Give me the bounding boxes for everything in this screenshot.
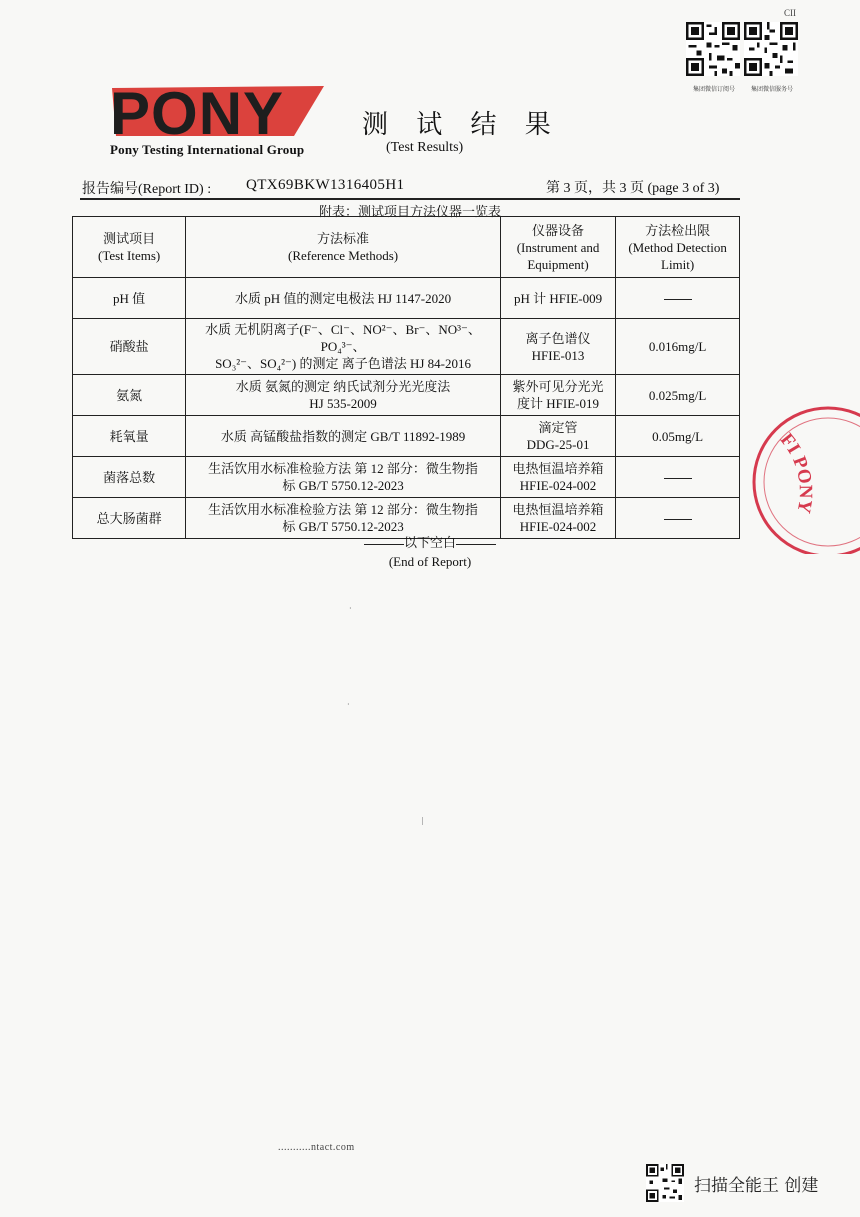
- test-item-cell: 耗氧量: [73, 416, 186, 457]
- header-divider: [80, 198, 740, 200]
- not-applicable-dash: [664, 519, 692, 520]
- instrument-cell: [500, 457, 615, 498]
- qr-code-icon: [686, 22, 740, 76]
- method-line: 水质 高锰酸盐指数的测定 GB/T 11892-1989: [220, 428, 466, 444]
- method-line: 生活饮用水标准检验方法 第 12 部分：微生物指: [208, 502, 478, 517]
- wechat-subscription-qr: [686, 22, 742, 93]
- method-line: 水质 氨氮的测定 纳氏试剂分光光度法: [235, 379, 451, 394]
- detection-limit-cell: 0.025mg/L: [616, 375, 740, 416]
- header-detection-limit: 方法检出限 (Method Detection Limit): [616, 217, 740, 278]
- method-cell: [186, 416, 501, 457]
- instrument-line: 电热恒温培养箱: [512, 502, 604, 517]
- qr-caption: 集团微信订阅号: [692, 86, 735, 93]
- method-line: 生活饮用水标准检验方法 第 12 部分：微生物指: [208, 461, 478, 476]
- method-line: 标 GB/T 5750.12-2023: [282, 478, 404, 493]
- instrument-line: HFIE-024-002: [519, 478, 597, 493]
- method-cell: [186, 457, 501, 498]
- header-test-items: 测试项目 (Test Items): [73, 217, 186, 278]
- table-row: [73, 457, 740, 498]
- detection-limit-cell: [616, 278, 740, 319]
- svg-text:FI PONY: [776, 430, 816, 516]
- test-item-cell: 菌落总数: [73, 457, 186, 498]
- report-id-label: 报告编号(Report ID) :: [82, 182, 212, 197]
- method-line: SO₃²⁻、SO₄²⁻) 的测定 离子色谱法 HJ 84-2016: [215, 356, 472, 371]
- method-cell: [186, 319, 501, 375]
- instrument-line: HFIE-024-002: [519, 519, 597, 534]
- scanner-label: 扫描全能王 创建: [694, 1175, 819, 1196]
- method-line: HJ 535-2009: [309, 396, 377, 411]
- table-row: [73, 375, 740, 416]
- method-line: 水质 pH 值的测定电极法 HJ 1147-2020: [234, 290, 452, 306]
- instrument-line: pH 计 HFIE-009: [513, 290, 603, 306]
- not-applicable-dash: [664, 299, 692, 300]
- scanner-watermark: [646, 1164, 818, 1202]
- method-cell: [186, 278, 501, 319]
- instrument-line: 离子色谱仪: [525, 330, 591, 346]
- instrument-cell: [500, 319, 615, 375]
- appendix-title: 附表：测试项目方法仪器一览表: [318, 204, 501, 219]
- table-row: [73, 416, 740, 457]
- company-seal: [738, 404, 860, 554]
- wechat-service-qr: [744, 22, 800, 93]
- report-id-value: QTX69BKW1316405H1: [246, 177, 405, 193]
- test-item-cell: pH 值: [73, 278, 186, 319]
- page-title-en: (Test Results): [386, 140, 464, 155]
- qr-caption: 集团微信服务号: [750, 86, 793, 93]
- test-methods-table: [72, 216, 740, 539]
- table-header-row: [73, 217, 740, 278]
- qr-code-icon: [646, 1164, 684, 1202]
- table-row: [73, 278, 740, 319]
- test-item-cell: 硝酸盐: [73, 319, 186, 375]
- footer-url: ...........ntact.com: [278, 1142, 355, 1153]
- detection-limit-cell: [616, 457, 740, 498]
- test-item-cell: 总大肠菌群: [73, 498, 186, 539]
- page-title: 测 试 结 果: [362, 110, 561, 140]
- method-line: 标 GB/T 5750.12-2023: [282, 519, 404, 534]
- not-applicable-dash: [664, 478, 692, 479]
- header-reference-methods: 方法标准 (Reference Methods): [186, 217, 501, 278]
- header-instrument: 仪器设备 (Instrument and Equipment): [500, 217, 615, 278]
- instrument-cell: [500, 416, 615, 457]
- instrument-line: 滴定管: [538, 420, 578, 435]
- logo-brand: PONY: [110, 82, 285, 140]
- instrument-line: DDG-25-01: [526, 437, 590, 452]
- end-of-report: (End of Report): [388, 554, 472, 569]
- page-number: 第 3 页，共 3 页 (page 3 of 3): [546, 181, 720, 196]
- table-row: [73, 319, 740, 375]
- detection-limit-cell: 0.016mg/L: [616, 319, 740, 375]
- logo-subtitle: Pony Testing International Group: [110, 142, 305, 157]
- seal-text: FI PONY: [775, 429, 816, 515]
- method-cell: [186, 375, 501, 416]
- corner-mark: CII: [784, 8, 796, 18]
- method-line: 水质 无机阴离子(F⁻、Cl⁻、NO²⁻、Br⁻、NO³⁻、PO₄³⁻、: [205, 322, 481, 354]
- instrument-line: 电热恒温培养箱: [512, 461, 604, 476]
- instrument-cell: [500, 278, 615, 319]
- instrument-line: 紫外可见分光光: [512, 379, 604, 394]
- detection-limit-cell: 0.05mg/L: [616, 416, 740, 457]
- test-item-cell: 氨氮: [73, 375, 186, 416]
- instrument-cell: [500, 375, 615, 416]
- pony-logo: [108, 82, 328, 140]
- instrument-line: 度计 HFIE-019: [517, 396, 600, 411]
- qr-code-icon: [744, 22, 798, 76]
- instrument-line: HFIE-013: [531, 347, 585, 363]
- end-marker: 以下空白: [0, 532, 860, 551]
